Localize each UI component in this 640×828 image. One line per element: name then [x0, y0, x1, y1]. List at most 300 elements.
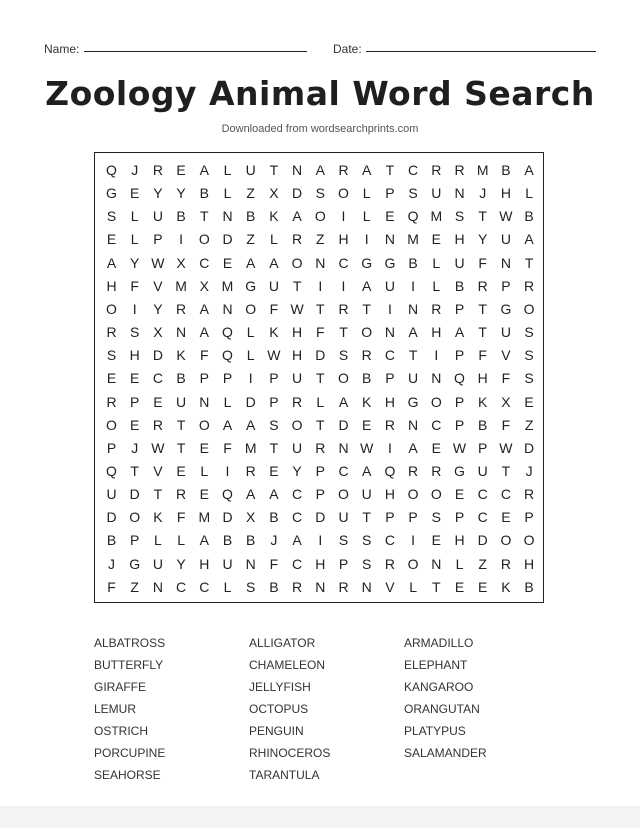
grid-letter[interactable]: E	[199, 486, 209, 503]
grid-letter[interactable]: R	[524, 486, 535, 503]
grid-letter[interactable]: X	[199, 277, 209, 294]
grid-letter[interactable]: K	[269, 208, 279, 225]
grid-letter[interactable]: A	[315, 162, 325, 178]
grid-letter[interactable]: L	[177, 532, 185, 549]
grid-letter[interactable]: J	[131, 162, 139, 178]
grid-letter[interactable]: N	[408, 416, 419, 433]
grid-letter[interactable]: B	[269, 578, 279, 595]
grid-letter[interactable]: A	[292, 208, 302, 225]
grid-letter[interactable]: P	[385, 509, 395, 526]
grid-letter[interactable]: F	[501, 370, 511, 387]
grid-letter[interactable]: P	[199, 370, 209, 387]
grid-letter[interactable]: F	[269, 555, 279, 572]
grid-letter[interactable]: H	[106, 277, 117, 294]
grid-letter[interactable]: B	[362, 370, 372, 387]
grid-letter[interactable]: U	[500, 231, 511, 248]
grid-letter[interactable]: O	[314, 208, 326, 225]
grid-letter[interactable]: J	[479, 185, 487, 202]
grid-letter[interactable]: N	[222, 300, 233, 317]
grid-letter[interactable]: T	[432, 578, 441, 595]
grid-letter[interactable]: F	[478, 347, 487, 364]
grid-letter[interactable]: N	[384, 231, 395, 248]
grid-letter[interactable]: Y	[153, 185, 163, 202]
grid-letter[interactable]: E	[431, 532, 441, 549]
grid-letter[interactable]: R	[431, 162, 442, 178]
grid-letter[interactable]: S	[454, 208, 465, 225]
grid-letter[interactable]: B	[199, 185, 209, 202]
grid-letter[interactable]: T	[316, 300, 325, 317]
grid-letter[interactable]: N	[199, 393, 210, 410]
grid-letter[interactable]: Z	[316, 231, 325, 248]
grid-letter[interactable]: P	[454, 509, 465, 526]
grid-letter[interactable]: P	[153, 231, 163, 248]
grid-letter[interactable]: B	[269, 509, 279, 526]
grid-letter[interactable]: X	[269, 185, 279, 202]
grid-letter[interactable]: E	[153, 393, 163, 410]
grid-letter[interactable]: I	[248, 370, 253, 387]
name-line[interactable]	[84, 51, 307, 52]
grid-letter[interactable]: L	[223, 185, 232, 202]
grid-letter[interactable]: Z	[524, 416, 534, 433]
grid-letter[interactable]: Q	[454, 370, 465, 387]
grid-letter[interactable]: C	[292, 555, 303, 572]
grid-letter[interactable]: I	[387, 439, 392, 456]
grid-letter[interactable]: E	[454, 486, 465, 503]
grid-letter[interactable]: D	[292, 185, 303, 202]
grid-letter[interactable]: T	[153, 486, 163, 503]
grid-letter[interactable]: E	[222, 254, 233, 271]
grid-letter[interactable]: C	[199, 578, 210, 595]
grid-letter[interactable]: F	[269, 300, 279, 317]
grid-letter[interactable]: P	[454, 416, 465, 433]
grid-letter[interactable]: O	[407, 486, 419, 503]
grid-letter[interactable]: Z	[246, 185, 255, 202]
grid-letter[interactable]: S	[431, 509, 441, 526]
grid-letter[interactable]: E	[176, 462, 186, 479]
grid-letter[interactable]: J	[270, 532, 278, 549]
grid-letter[interactable]: R	[152, 416, 163, 433]
grid-letter[interactable]: L	[246, 347, 255, 364]
grid-letter[interactable]: N	[245, 555, 256, 572]
grid-letter[interactable]: L	[130, 208, 139, 225]
grid-letter[interactable]: N	[292, 162, 303, 178]
grid-letter[interactable]: N	[176, 324, 187, 341]
grid-letter[interactable]: Y	[176, 555, 186, 572]
grid-letter[interactable]: V	[501, 347, 511, 364]
grid-letter[interactable]: M	[175, 277, 187, 294]
grid-letter[interactable]: O	[291, 254, 303, 271]
grid-letter[interactable]: M	[430, 208, 443, 225]
grid-letter[interactable]: R	[431, 300, 442, 317]
grid-letter[interactable]: H	[477, 370, 488, 387]
grid-letter[interactable]: U	[292, 439, 303, 456]
grid-letter[interactable]: E	[199, 439, 209, 456]
grid-letter[interactable]: A	[269, 254, 279, 271]
grid-letter[interactable]: T	[408, 347, 418, 364]
grid-letter[interactable]: A	[408, 324, 418, 341]
grid-letter[interactable]: H	[384, 393, 395, 410]
grid-letter[interactable]: A	[362, 162, 372, 178]
grid-letter[interactable]: C	[477, 486, 488, 503]
grid-letter[interactable]: Z	[246, 231, 255, 248]
grid-letter[interactable]: F	[130, 277, 139, 294]
grid-letter[interactable]: P	[106, 439, 117, 456]
grid-letter[interactable]: K	[153, 509, 163, 526]
grid-letter[interactable]: E	[385, 208, 395, 225]
grid-letter[interactable]: N	[361, 578, 372, 595]
grid-letter[interactable]: T	[200, 208, 209, 225]
grid-letter[interactable]: U	[152, 555, 163, 572]
grid-letter[interactable]: H	[199, 555, 210, 572]
grid-letter[interactable]: I	[411, 277, 416, 294]
grid-letter[interactable]: N	[500, 254, 511, 271]
grid-letter[interactable]: O	[198, 416, 210, 433]
grid-letter[interactable]: X	[153, 324, 163, 341]
grid-letter[interactable]: I	[341, 277, 346, 294]
grid-letter[interactable]: A	[222, 416, 233, 433]
grid-letter[interactable]: N	[338, 439, 349, 456]
grid-letter[interactable]: B	[524, 578, 534, 595]
grid-letter[interactable]: Y	[478, 231, 488, 248]
grid-letter[interactable]: I	[411, 532, 416, 549]
grid-letter[interactable]: A	[362, 277, 372, 294]
grid-letter[interactable]: N	[431, 370, 442, 387]
grid-letter[interactable]: P	[130, 532, 140, 549]
grid-letter[interactable]: I	[434, 347, 439, 364]
grid-letter[interactable]: S	[362, 555, 372, 572]
grid-letter[interactable]: R	[524, 277, 535, 294]
grid-letter[interactable]: O	[361, 324, 373, 341]
grid-letter[interactable]: E	[524, 393, 534, 410]
grid-letter[interactable]: P	[524, 509, 534, 526]
grid-letter[interactable]: O	[500, 532, 512, 549]
grid-letter[interactable]: O	[338, 185, 349, 202]
grid-letter[interactable]: P	[385, 185, 395, 202]
grid-letter[interactable]: C	[176, 578, 187, 595]
grid-letter[interactable]: U	[408, 370, 419, 387]
grid-letter[interactable]: L	[362, 208, 371, 225]
grid-letter[interactable]: H	[500, 185, 511, 202]
date-line[interactable]	[366, 51, 596, 52]
grid-letter[interactable]: E	[130, 185, 140, 202]
grid-letter[interactable]: O	[338, 486, 349, 503]
grid-letter[interactable]: P	[385, 370, 395, 387]
grid-letter[interactable]: R	[292, 231, 303, 248]
grid-letter[interactable]: R	[292, 393, 303, 410]
grid-letter[interactable]: R	[477, 277, 488, 294]
grid-letter[interactable]: P	[501, 277, 511, 294]
grid-letter[interactable]: O	[523, 300, 535, 317]
grid-letter[interactable]: E	[130, 416, 140, 433]
grid-letter[interactable]: G	[500, 300, 512, 317]
grid-letter[interactable]: J	[525, 462, 533, 479]
grid-letter[interactable]: I	[364, 231, 369, 248]
grid-letter[interactable]: A	[292, 532, 302, 549]
grid-letter[interactable]: D	[152, 347, 163, 364]
grid-letter[interactable]: B	[106, 532, 117, 549]
grid-letter[interactable]: H	[454, 532, 465, 549]
grid-letter[interactable]: I	[318, 532, 323, 549]
grid-letter[interactable]: L	[223, 162, 232, 178]
grid-letter[interactable]: X	[246, 509, 256, 526]
grid-letter[interactable]: D	[477, 532, 488, 549]
grid-letter[interactable]: N	[315, 254, 326, 271]
grid-letter[interactable]: L	[432, 254, 441, 271]
grid-letter[interactable]: D	[222, 509, 233, 526]
grid-letter[interactable]: C	[199, 254, 210, 271]
grid-letter[interactable]: I	[225, 462, 230, 479]
grid-letter[interactable]: P	[408, 509, 418, 526]
grid-letter[interactable]: B	[478, 416, 488, 433]
grid-letter[interactable]: T	[362, 300, 371, 317]
grid-letter[interactable]: W	[499, 208, 513, 225]
grid-letter[interactable]: O	[291, 416, 303, 433]
grid-letter[interactable]: T	[316, 370, 325, 387]
grid-letter[interactable]: H	[129, 347, 140, 364]
grid-letter[interactable]: H	[292, 324, 303, 341]
grid-letter[interactable]: D	[315, 509, 326, 526]
grid-letter[interactable]: M	[476, 162, 489, 178]
grid-letter[interactable]: O	[430, 486, 442, 503]
grid-letter[interactable]: W	[452, 439, 467, 456]
grid-letter[interactable]: D	[222, 231, 233, 248]
grid-letter[interactable]: T	[292, 277, 302, 294]
grid-letter[interactable]: J	[108, 555, 115, 572]
grid-letter[interactable]: F	[501, 416, 511, 433]
grid-letter[interactable]: D	[338, 416, 349, 433]
grid-letter[interactable]: F	[176, 509, 186, 526]
grid-letter[interactable]: C	[292, 509, 303, 526]
grid-letter[interactable]: F	[478, 254, 487, 271]
grid-letter[interactable]: I	[341, 208, 346, 225]
grid-letter[interactable]: W	[151, 439, 165, 456]
grid-letter[interactable]: T	[176, 416, 186, 433]
grid-letter[interactable]: R	[338, 300, 349, 317]
grid-letter[interactable]: Q	[407, 208, 419, 225]
grid-letter[interactable]: B	[524, 208, 534, 225]
grid-letter[interactable]: M	[198, 509, 211, 526]
grid-letter[interactable]: T	[478, 208, 487, 225]
grid-letter[interactable]: Q	[106, 162, 117, 178]
grid-letter[interactable]: D	[524, 439, 535, 456]
grid-letter[interactable]: I	[318, 277, 323, 294]
grid-letter[interactable]: W	[151, 254, 165, 271]
grid-letter[interactable]: V	[153, 462, 163, 479]
grid-letter[interactable]: L	[409, 578, 417, 595]
grid-letter[interactable]: S	[524, 347, 534, 364]
grid-letter[interactable]: N	[384, 324, 395, 341]
grid-letter[interactable]: S	[130, 324, 140, 341]
grid-letter[interactable]: O	[198, 231, 210, 248]
grid-letter[interactable]: R	[176, 486, 187, 503]
grid-letter[interactable]: P	[454, 300, 465, 317]
grid-letter[interactable]: U	[338, 509, 349, 526]
grid-letter[interactable]: U	[431, 185, 442, 202]
grid-letter[interactable]: R	[292, 578, 303, 595]
grid-letter[interactable]: M	[407, 231, 419, 248]
grid-letter[interactable]: U	[245, 162, 256, 178]
grid-letter[interactable]: C	[431, 416, 442, 433]
grid-letter[interactable]: R	[408, 462, 419, 479]
grid-letter[interactable]: A	[362, 462, 372, 479]
grid-letter[interactable]: F	[223, 439, 232, 456]
grid-letter[interactable]: R	[106, 324, 117, 341]
grid-letter[interactable]: L	[362, 185, 371, 202]
grid-letter[interactable]: A	[199, 162, 209, 178]
grid-letter[interactable]: O	[523, 532, 535, 549]
grid-letter[interactable]: E	[362, 416, 372, 433]
grid-letter[interactable]: P	[269, 370, 279, 387]
grid-letter[interactable]: C	[338, 462, 349, 479]
grid-letter[interactable]: W	[499, 439, 513, 456]
grid-letter[interactable]: B	[246, 208, 256, 225]
grid-letter[interactable]: O	[129, 509, 141, 526]
grid-letter[interactable]: N	[431, 555, 442, 572]
grid-letter[interactable]: T	[269, 162, 279, 178]
grid-letter[interactable]: D	[245, 393, 256, 410]
grid-letter[interactable]: O	[106, 416, 117, 433]
grid-letter[interactable]: N	[408, 300, 419, 317]
grid-letter[interactable]: X	[176, 254, 186, 271]
grid-letter[interactable]: A	[408, 439, 418, 456]
grid-letter[interactable]: U	[454, 254, 465, 271]
grid-letter[interactable]: O	[245, 300, 257, 317]
grid-letter[interactable]: W	[267, 347, 281, 364]
grid-letter[interactable]: C	[408, 162, 419, 178]
grid-letter[interactable]: C	[477, 509, 488, 526]
grid-letter[interactable]: B	[176, 370, 186, 387]
grid-letter[interactable]: R	[500, 555, 511, 572]
grid-letter[interactable]: A	[338, 393, 349, 410]
grid-letter[interactable]: L	[269, 231, 278, 248]
grid-letter[interactable]: H	[431, 324, 442, 341]
grid-letter[interactable]: P	[315, 486, 325, 503]
grid-letter[interactable]: D	[106, 509, 117, 526]
grid-letter[interactable]: L	[246, 324, 255, 341]
grid-letter[interactable]: Q	[106, 462, 117, 479]
grid-letter[interactable]: N	[454, 185, 465, 202]
grid-letter[interactable]: R	[384, 555, 395, 572]
grid-letter[interactable]: R	[361, 347, 372, 364]
grid-letter[interactable]: P	[454, 347, 465, 364]
grid-letter[interactable]: P	[454, 393, 465, 410]
grid-letter[interactable]: K	[269, 324, 279, 341]
grid-letter[interactable]: U	[292, 370, 303, 387]
grid-letter[interactable]: S	[246, 578, 256, 595]
grid-letter[interactable]: L	[316, 393, 325, 410]
grid-letter[interactable]: A	[246, 254, 256, 271]
grid-letter[interactable]: R	[454, 162, 465, 178]
grid-letter[interactable]: R	[338, 578, 349, 595]
grid-letter[interactable]: P	[338, 555, 349, 572]
grid-letter[interactable]: T	[130, 462, 139, 479]
grid-letter[interactable]: A	[199, 324, 209, 341]
grid-letter[interactable]: K	[176, 347, 186, 364]
grid-letter[interactable]: Q	[222, 324, 233, 341]
grid-letter[interactable]: T	[524, 254, 534, 271]
grid-letter[interactable]: L	[455, 555, 464, 572]
grid-letter[interactable]: N	[222, 208, 233, 225]
grid-letter[interactable]: I	[132, 300, 137, 317]
grid-letter[interactable]: H	[292, 347, 303, 364]
grid-letter[interactable]: L	[223, 393, 232, 410]
grid-letter[interactable]: P	[222, 370, 233, 387]
grid-letter[interactable]: Y	[130, 254, 140, 271]
grid-letter[interactable]: O	[407, 555, 419, 572]
grid-letter[interactable]: T	[478, 324, 487, 341]
grid-letter[interactable]: A	[524, 231, 534, 248]
grid-letter[interactable]: L	[525, 185, 533, 202]
grid-letter[interactable]: G	[407, 393, 419, 410]
grid-letter[interactable]: E	[269, 462, 279, 479]
grid-letter[interactable]: E	[454, 578, 465, 595]
grid-letter[interactable]: Q	[222, 347, 233, 364]
grid-letter[interactable]: D	[129, 486, 140, 503]
grid-letter[interactable]: G	[106, 185, 117, 202]
grid-letter[interactable]: D	[315, 347, 326, 364]
grid-letter[interactable]: T	[385, 162, 395, 178]
grid-letter[interactable]: K	[501, 578, 511, 595]
grid-letter[interactable]: U	[361, 486, 372, 503]
grid-letter[interactable]: S	[408, 185, 418, 202]
grid-letter[interactable]: L	[153, 532, 162, 549]
grid-letter[interactable]: Z	[478, 555, 487, 572]
grid-letter[interactable]: P	[478, 439, 488, 456]
grid-letter[interactable]: G	[384, 254, 396, 271]
grid-letter[interactable]: G	[454, 462, 465, 479]
grid-letter[interactable]: O	[338, 370, 349, 387]
grid-letter[interactable]: U	[152, 208, 163, 225]
grid-letter[interactable]: Q	[222, 486, 233, 503]
grid-letter[interactable]: T	[176, 439, 186, 456]
grid-letter[interactable]: S	[524, 370, 534, 387]
grid-letter[interactable]: B	[222, 532, 233, 549]
grid-letter[interactable]: A	[199, 532, 209, 549]
grid-letter[interactable]: U	[268, 277, 279, 294]
grid-letter[interactable]: A	[269, 486, 279, 503]
grid-letter[interactable]: Z	[130, 578, 139, 595]
grid-letter[interactable]: E	[478, 578, 488, 595]
grid-letter[interactable]: O	[106, 300, 117, 317]
grid-letter[interactable]: A	[524, 162, 534, 178]
grid-letter[interactable]: M	[221, 277, 234, 294]
grid-letter[interactable]: R	[315, 439, 326, 456]
grid-letter[interactable]: I	[179, 231, 184, 248]
grid-letter[interactable]: H	[384, 486, 395, 503]
grid-letter[interactable]: U	[384, 277, 395, 294]
grid-letter[interactable]: L	[223, 578, 232, 595]
grid-letter[interactable]: V	[385, 578, 395, 595]
grid-letter[interactable]: S	[338, 532, 349, 549]
grid-letter[interactable]: O	[430, 393, 442, 410]
grid-letter[interactable]: M	[244, 439, 257, 456]
grid-letter[interactable]: F	[107, 578, 116, 595]
grid-letter[interactable]: F	[200, 347, 209, 364]
grid-letter[interactable]: J	[131, 439, 139, 456]
grid-letter[interactable]: U	[477, 462, 488, 479]
grid-letter[interactable]: W	[360, 439, 374, 456]
grid-letter[interactable]: H	[524, 555, 535, 572]
grid-letter[interactable]: Y	[292, 462, 302, 479]
grid-letter[interactable]: T	[478, 300, 487, 317]
grid-letter[interactable]: W	[290, 300, 304, 317]
grid-letter[interactable]: Q	[384, 462, 396, 479]
grid-letter[interactable]: S	[338, 347, 349, 364]
grid-letter[interactable]: Y	[153, 300, 163, 317]
grid-letter[interactable]: L	[432, 277, 441, 294]
grid-letter[interactable]: T	[316, 416, 325, 433]
grid-letter[interactable]: C	[384, 532, 395, 549]
